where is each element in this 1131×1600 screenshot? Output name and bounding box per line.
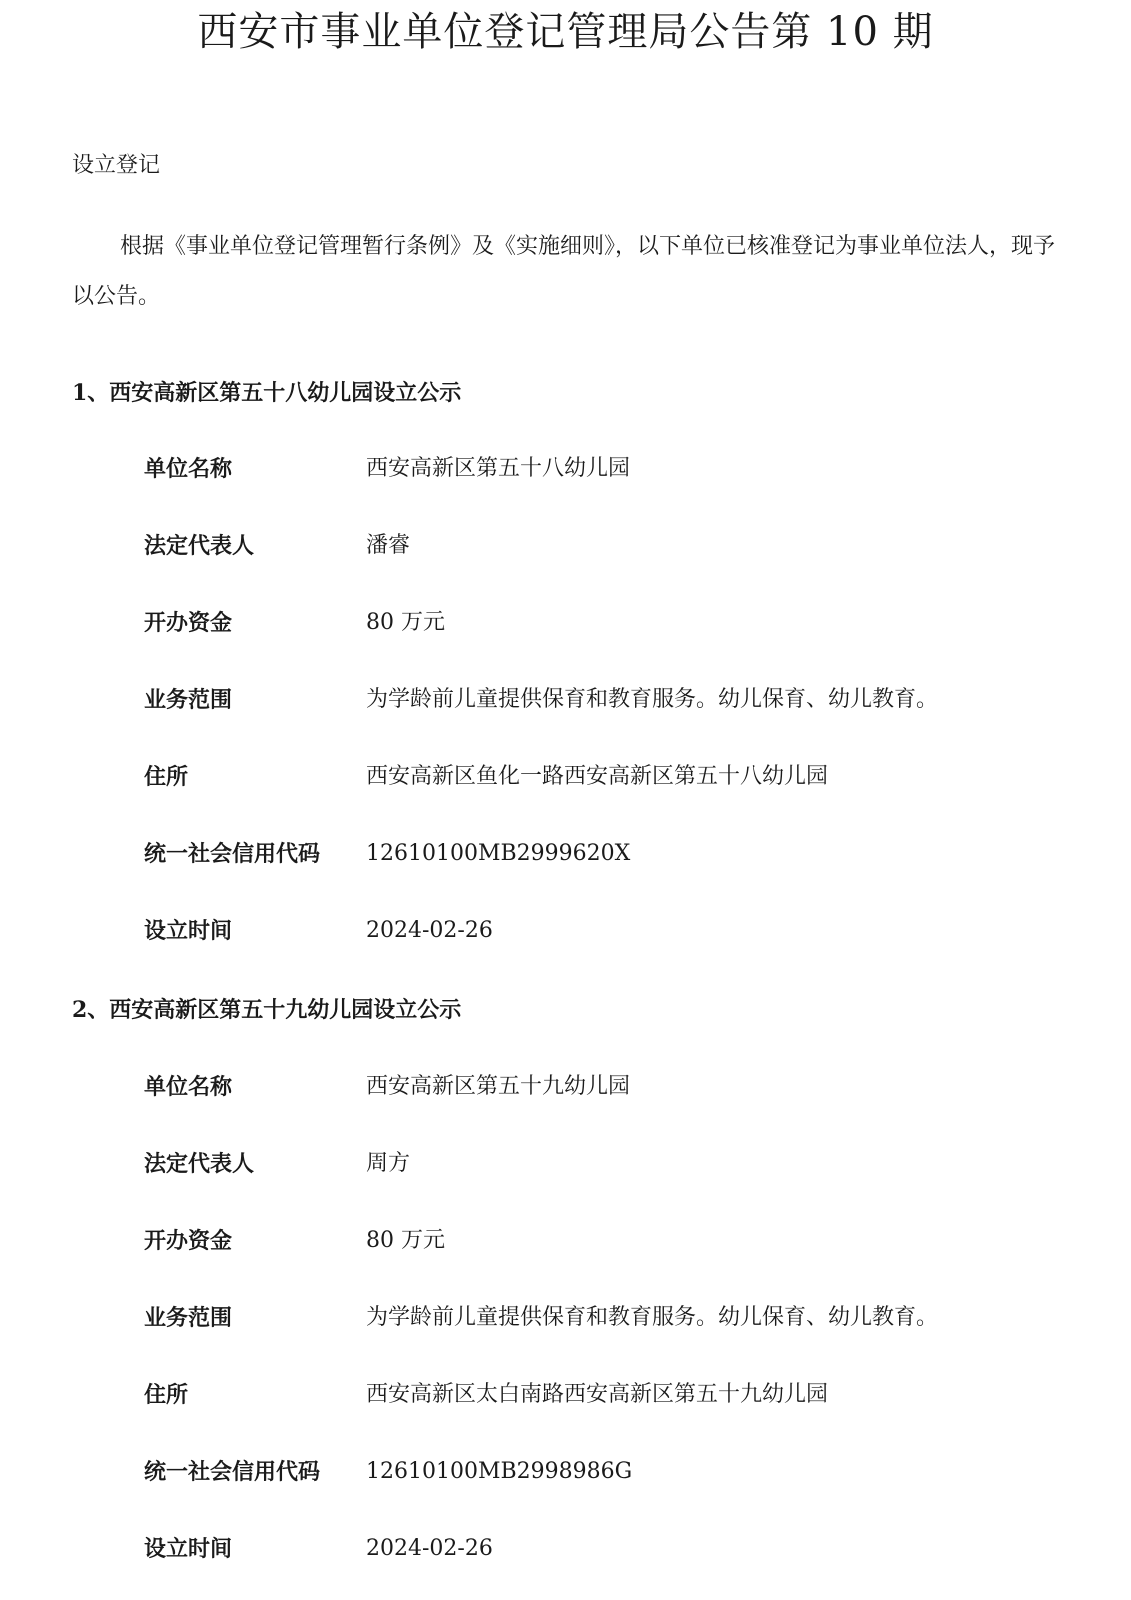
field-label: 业务范围	[144, 1305, 233, 1331]
field-value: 潘睿	[366, 533, 411, 558]
field-row-established-date	[144, 914, 1044, 948]
field-value: 西安高新区第五十八幼儿园	[366, 456, 631, 481]
field-row-legal-rep	[144, 529, 1044, 563]
field-label: 设立时间	[144, 918, 233, 944]
field-label: 业务范围	[144, 687, 233, 713]
field-row-address	[144, 760, 1044, 794]
page-title: 西安市事业单位登记管理局公告第 10 期	[197, 9, 934, 55]
field-row-credit-code	[144, 1455, 1044, 1489]
field-value: 为学龄前儿童提供保育和教育服务。幼儿保育、幼儿教育。	[366, 687, 939, 712]
field-row-unit-name	[144, 452, 1044, 486]
field-label: 单位名称	[144, 1074, 233, 1100]
entry-heading: 1、西安高新区第五十八幼儿园设立公示	[72, 380, 462, 406]
field-row-capital	[144, 606, 1044, 640]
field-label: 单位名称	[144, 456, 233, 482]
field-label: 住所	[144, 764, 189, 790]
field-row-address	[144, 1378, 1044, 1412]
intro-paragraph: 根据《事业单位登记管理暂行条例》及《实施细则》，以下单位已核准登记为事业单位法人，现予以公告。	[72, 234, 1056, 309]
field-value: 80 万元	[366, 610, 445, 635]
field-label: 法定代表人	[144, 1151, 255, 1177]
field-value: 西安高新区第五十九幼儿园	[366, 1074, 631, 1099]
field-value: 2024-02-26	[366, 1536, 493, 1561]
field-row-legal-rep	[144, 1147, 1044, 1181]
field-value: 为学龄前儿童提供保育和教育服务。幼儿保育、幼儿教育。	[366, 1305, 939, 1330]
field-value: 80 万元	[366, 1228, 445, 1253]
entry-heading: 2、西安高新区第五十九幼儿园设立公示	[72, 997, 462, 1023]
field-row-business-scope	[144, 683, 1044, 717]
field-value: 西安高新区鱼化一路西安高新区第五十八幼儿园	[366, 764, 829, 789]
field-value: 12610100MB2998986G	[366, 1459, 633, 1484]
field-label: 统一社会信用代码	[144, 1459, 321, 1485]
section-label: 设立登记	[72, 153, 161, 178]
field-label: 住所	[144, 1382, 189, 1408]
field-label: 开办资金	[144, 1228, 233, 1254]
field-label: 设立时间	[144, 1536, 233, 1562]
field-value: 2024-02-26	[366, 918, 493, 943]
field-value: 12610100MB2999620X	[366, 841, 631, 866]
field-row-business-scope	[144, 1301, 1044, 1335]
field-row-unit-name	[144, 1070, 1044, 1104]
field-row-capital	[144, 1224, 1044, 1258]
field-value: 周方	[366, 1151, 411, 1176]
field-value: 西安高新区太白南路西安高新区第五十九幼儿园	[366, 1382, 829, 1407]
field-row-credit-code	[144, 837, 1044, 871]
field-label: 统一社会信用代码	[144, 841, 321, 867]
field-label: 法定代表人	[144, 533, 255, 559]
field-label: 开办资金	[144, 610, 233, 636]
field-row-established-date	[144, 1532, 1044, 1566]
